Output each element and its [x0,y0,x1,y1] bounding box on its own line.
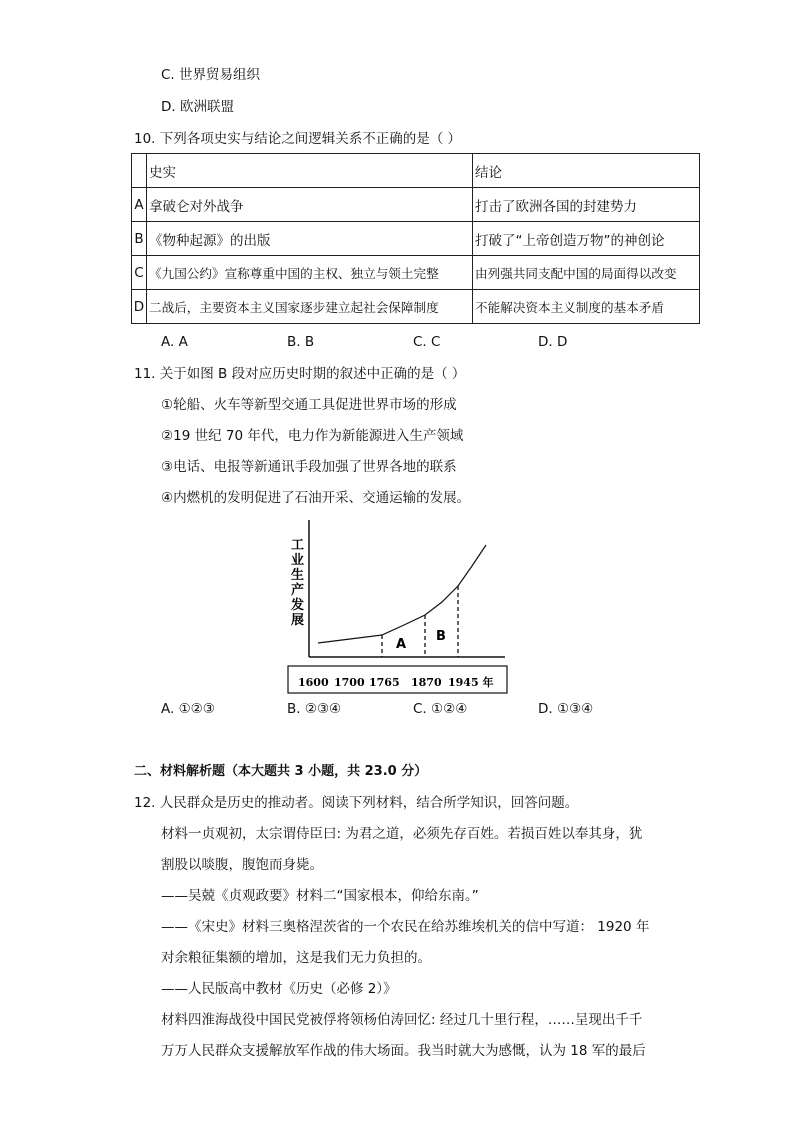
q11-item-4: ④内燃机的发明促进了石油开采、交通运输的发展。 [161,490,471,506]
table-header-row [132,154,700,188]
q10-option-a: A. A [161,334,188,350]
q12-line: 对余粮征集额的增加，这是我们无力负担的。 [161,950,431,966]
q12-line: 材料一贞观初，太宗谓侍臣曰: 为君之道，必须先存百姓。若损百姓以奉其身，犹 [161,826,643,842]
row-conclusion: 打击了欧洲各国的封建势力 [473,188,700,222]
q10-option-d: D. D [538,334,568,350]
x-tick-label: 1700 [334,676,365,689]
q9-option-c: C. 世界贸易组织 [161,67,261,83]
q12-stem: 12. 人民群众是历史的推动者。阅读下列材料，结合所学知识，回答问题。 [134,795,579,811]
q11-option-a: A. ①②③ [161,701,215,717]
row-label: B [132,222,147,256]
row-label: C [132,256,147,290]
q12-line: 万万人民群众支援解放军作战的伟大场面。我当时就大为感慨，认为 18 军的最后 [161,1043,646,1059]
row-fact: 《物种起源》的出版 [147,222,473,256]
row-conclusion: 打破了“上帝创造万物”的神创论 [473,222,700,256]
row-fact: 《九国公约》宣称尊重中国的主权、独立与领土完整 [147,256,473,290]
q9-option-d: D. 欧洲联盟 [161,99,234,115]
table-row [132,188,700,222]
row-label: A [132,188,147,222]
table-row [132,256,700,290]
q12-line: ——人民版高中教材《历史（必修 2）》 [161,981,397,997]
segment-label-a: A [396,637,407,652]
x-tick-label: 1765 [369,676,400,689]
table-row [132,290,700,324]
row-conclusion: 不能解决资本主义制度的基本矛盾 [473,290,700,324]
table-row [132,222,700,256]
x-tick-label: 1945 年 [448,676,494,689]
q12-line: 材料四淮海战役中国民党被俘将领杨伯涛回忆: 经过几十里行程，……呈现出千千 [161,1012,643,1028]
row-fact: 二战后，主要资本主义国家逐步建立起社会保障制度 [147,290,473,324]
q11-option-c: C. ①②④ [413,701,468,717]
row-label: D [132,290,147,324]
q11-item-1: ①轮船、火车等新型交通工具促进世界市场的形成 [161,397,457,413]
q10-table [131,153,700,324]
row-conclusion: 由列强共同支配中国的局面得以改变 [473,256,700,290]
section-heading: 二、材料解析题（本大题共 3 小题，共 23.0 分） [134,764,428,779]
production-curve [318,545,486,643]
q11-option-b: B. ②③④ [287,701,342,717]
segment-label-b: B [436,629,446,644]
q11-item-3: ③电话、电报等新通讯手段加强了世界各地的联系 [161,459,457,475]
x-tick-label: 1870 [411,676,442,689]
q12-line: 割股以啖腹，腹饱而身毙。 [161,857,323,873]
q12-line: ——吴兢《贞观政要》材料二“国家根本，仰给东南。” [161,888,479,904]
x-tick-box [288,666,507,693]
header-fact: 史实 [147,154,473,188]
table-corner-cell [132,154,147,188]
q11-option-d: D. ①③④ [538,701,594,717]
q12-line: ——《宋史》材料三奥格涅茨省的一个农民在给苏维埃机关的信中写道： 1920 年 [161,919,650,935]
row-fact: 拿破仑对外战争 [147,188,473,222]
x-tick-label: 1600 [298,676,329,689]
q11-stem: 11. 关于如图 B 段对应历史时期的叙述中正确的是（ ） [134,366,466,382]
header-conclusion: 结论 [473,154,700,188]
q10-option-b: B. B [287,334,315,350]
q11-item-2: ②19 世纪 70 年代，电力作为新能源进入生产领域 [161,428,464,444]
chart-ylabel: 工业生产发展 [291,538,305,628]
q10-option-c: C. C [413,334,441,350]
q10-stem: 10. 下列各项史实与结论之间逻辑关系不正确的是（ ） [134,131,462,147]
